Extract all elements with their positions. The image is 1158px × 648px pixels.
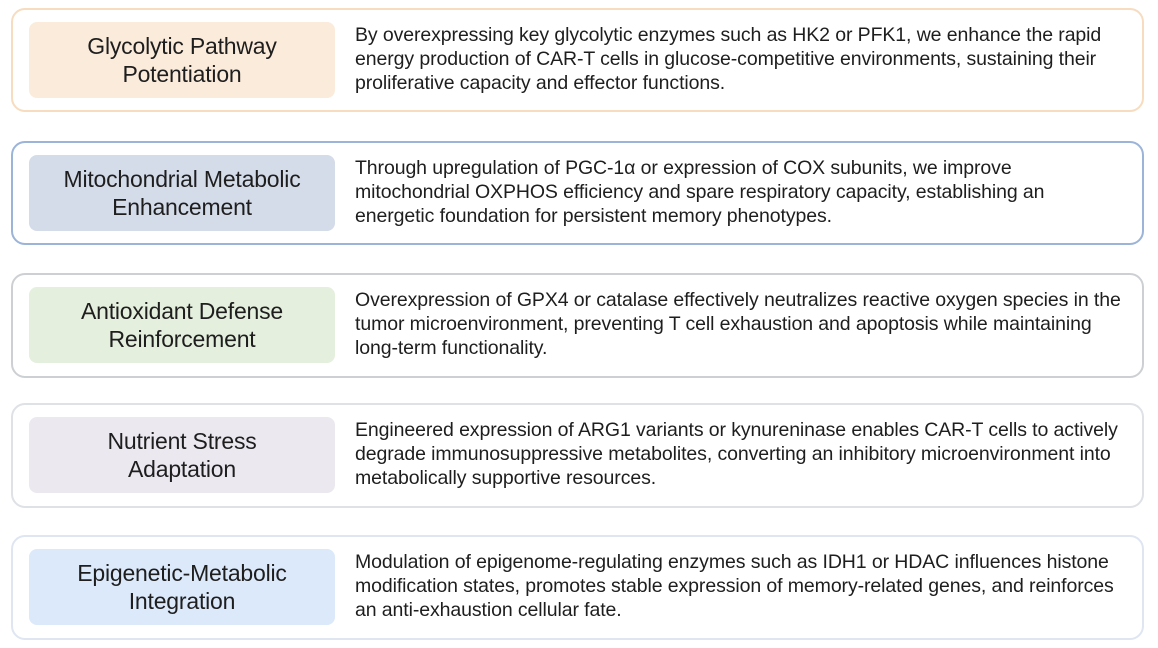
card-description: Engineered expression of ARG1 variants or kynureninase enables CAR-T cells to actively degrade immunosuppressive metabolites, converting an inhibitory microenvironment into metabolically supportive resources. <box>355 419 1118 489</box>
card-label-box <box>29 417 335 493</box>
card-label-box <box>29 549 335 625</box>
card-title: Nutrient Stress Adaptation <box>107 428 257 482</box>
card-mitochondrial <box>11 141 1144 245</box>
card-label-box <box>29 155 335 231</box>
card-glycolytic <box>11 8 1144 112</box>
card-title: Glycolytic Pathway Potentiation <box>87 33 277 87</box>
card-nutrient-stress <box>11 403 1144 508</box>
card-title: Epigenetic-Metabolic Integration <box>77 560 287 614</box>
card-description: By overexpressing key glycolytic enzymes such as HK2 or PFK1, we enhance the rapid energy production of CAR-T cells in glucose-competitive environments, sustaining their proliferative capacity and effector functions. <box>355 24 1102 94</box>
card-label-box <box>29 22 335 98</box>
card-antioxidant <box>11 273 1144 378</box>
card-epigenetic <box>11 535 1144 640</box>
card-description: Modulation of epigenome-regulating enzymes such as IDH1 or HDAC influences histone modification states, promotes stable expression of memory-related genes, and reinforces an anti-exhaustion cellular fate. <box>355 551 1114 621</box>
card-label-box <box>29 287 335 363</box>
card-description: Through upregulation of PGC-1α or expression of COX subunits, we improve mitochondrial OXPHOS efficiency and spare respiratory capacity, establishing an energetic foundation for persistent memory phenotypes. <box>355 157 1045 227</box>
card-title: Antioxidant Defense Reinforcement <box>80 298 284 352</box>
card-title: Mitochondrial Metabolic Enhancement <box>63 166 301 220</box>
card-description: Overexpression of GPX4 or catalase effectively neutralizes reactive oxygen species in the tumor microenvironment, preventing T cell exhaustion and apoptosis while maintaining long-term functionality. <box>355 289 1121 359</box>
